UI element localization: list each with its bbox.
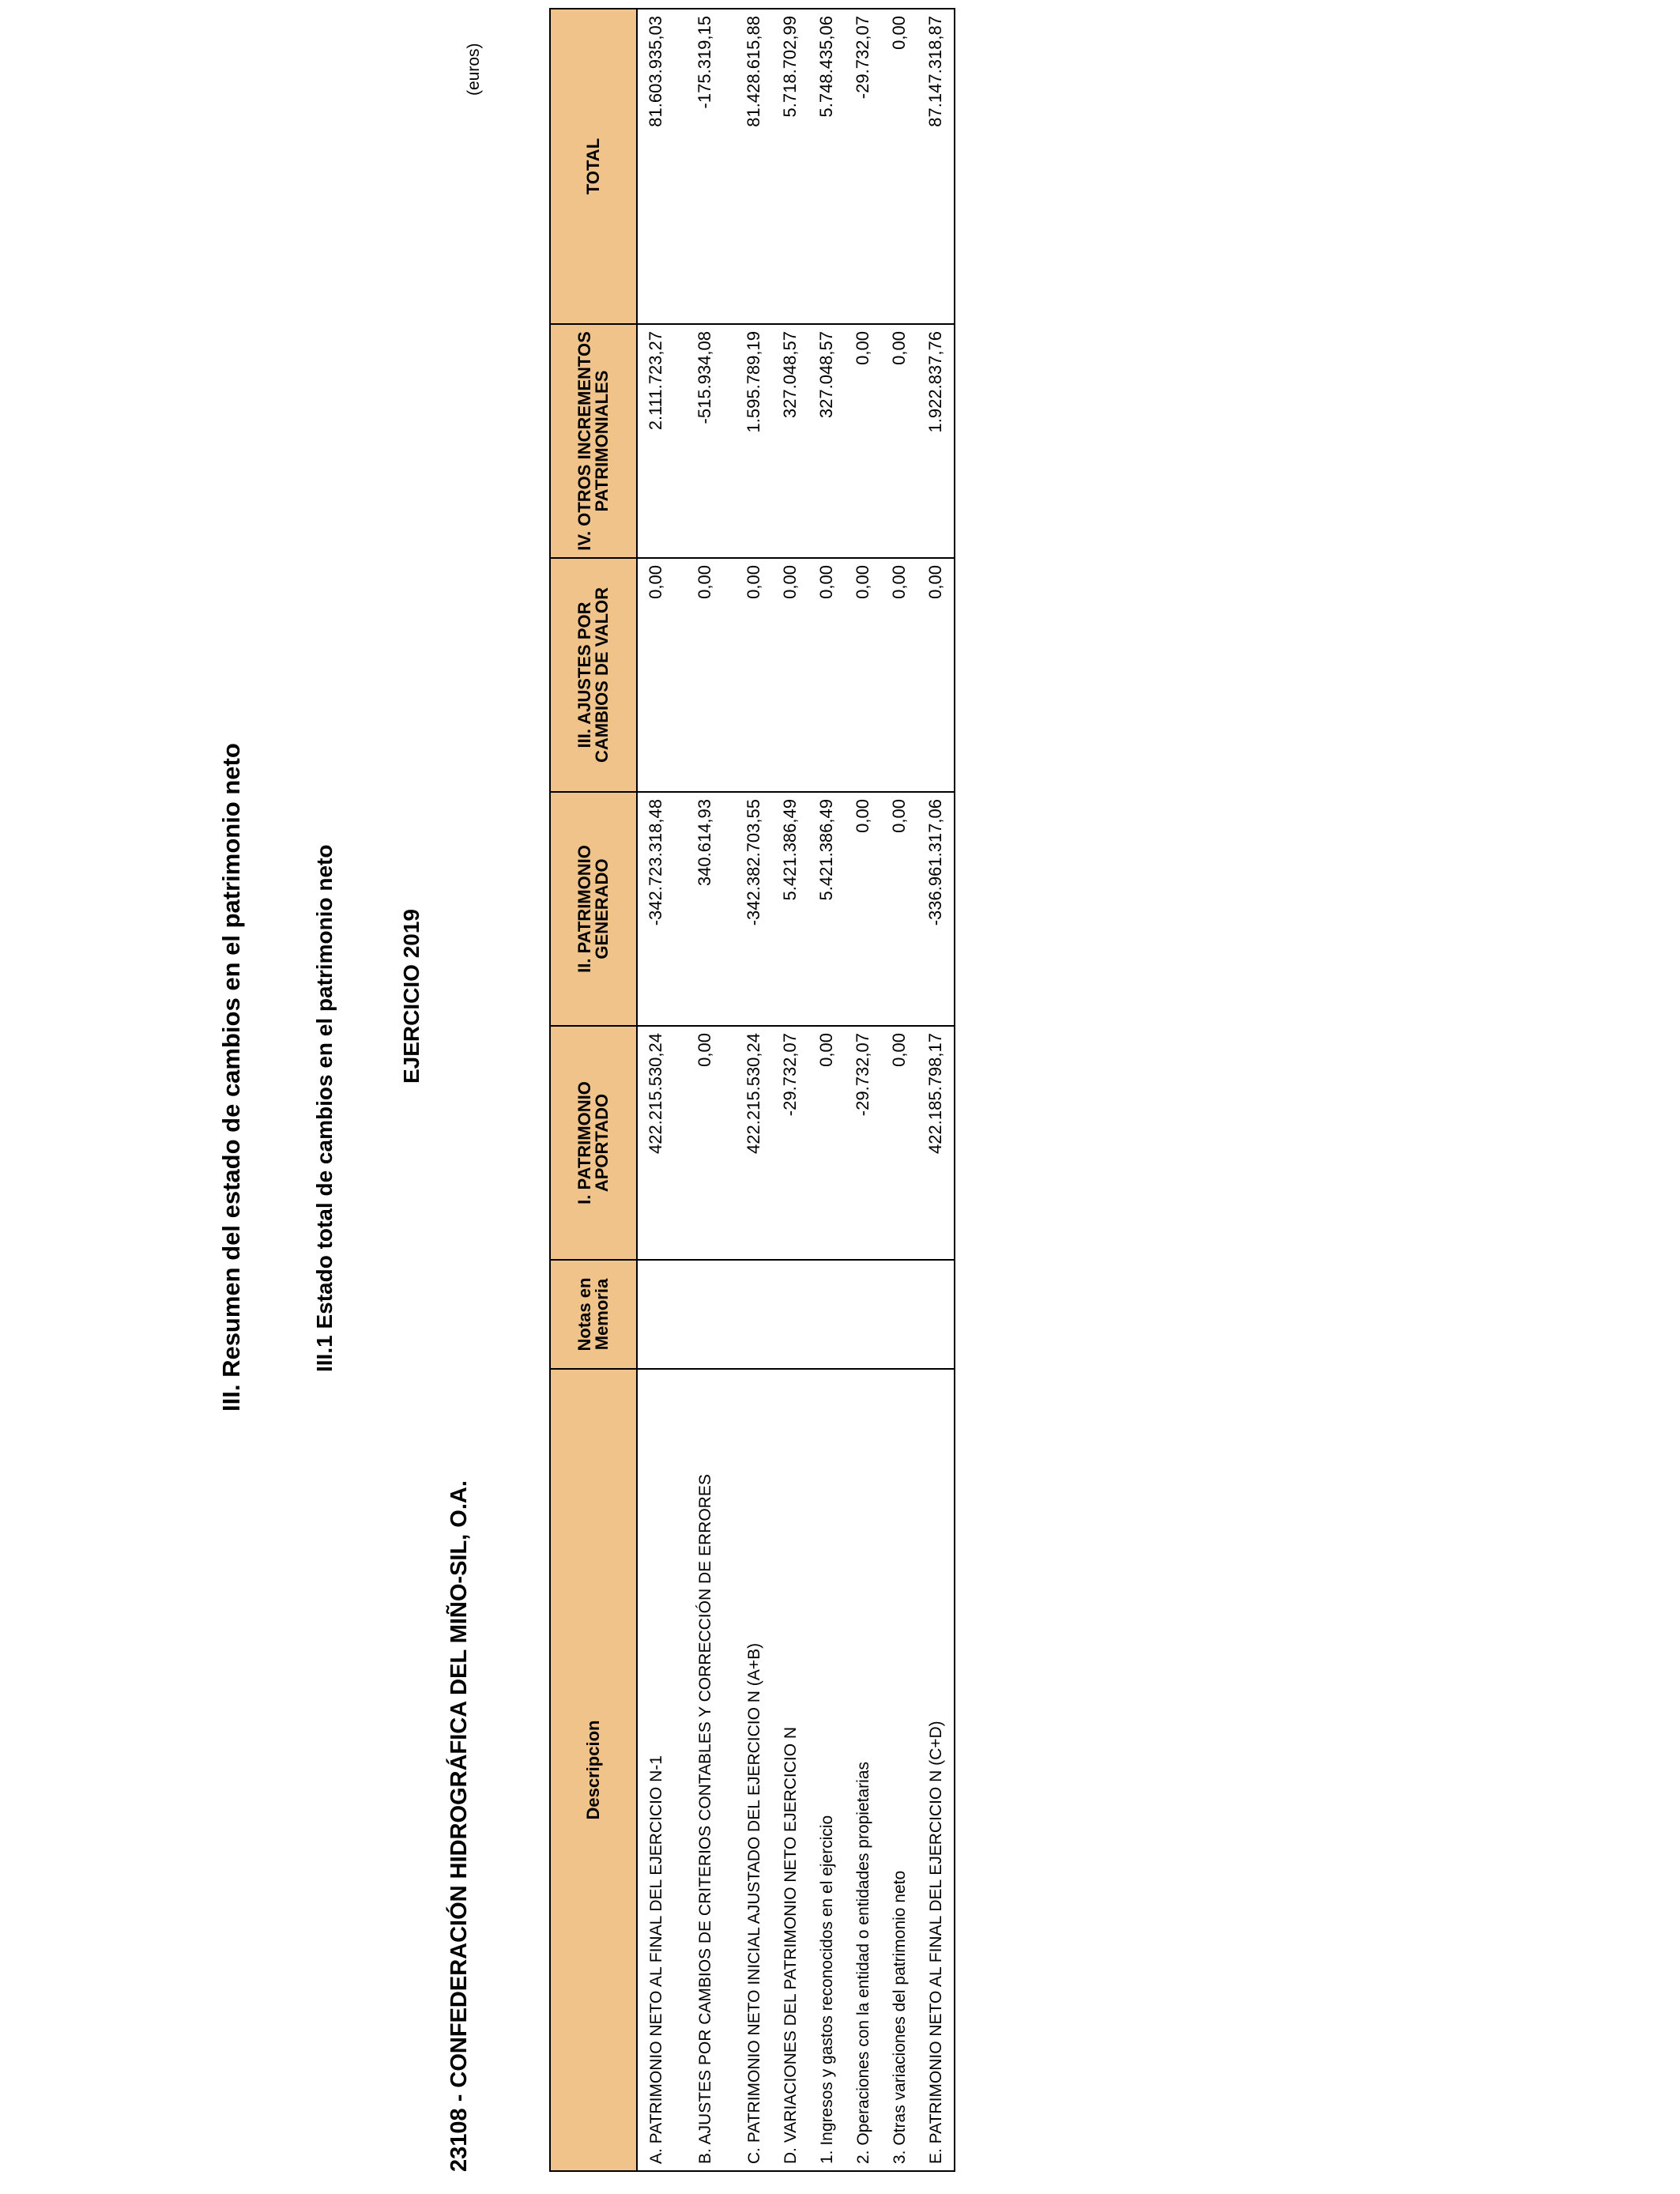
row-aportado: -29.732,07	[845, 1026, 881, 1260]
row-generado: 5.421.386,49	[808, 792, 845, 1026]
header-otros-incrementos: IV. OTROS INCREMENTOS PATRIMONIALES	[550, 324, 637, 558]
row-total: 81.603.935,03	[637, 9, 674, 324]
row-description: 1. Ingresos y gastos reconocidos en el ejercicio	[808, 1369, 845, 2171]
row-total: 5.748.435,06	[808, 9, 845, 324]
table-header-row	[550, 9, 637, 2171]
header-ajustes-cambios-valor: III. AJUSTES POR CAMBIOS DE VALOR	[550, 558, 637, 792]
table-row	[845, 9, 881, 2171]
row-otros: 2.111.723,27	[637, 324, 674, 558]
header-descripcion: Descripcion	[550, 1369, 637, 2171]
row-otros: -515.934,08	[674, 324, 736, 558]
row-notes	[881, 1260, 917, 1369]
row-description: B. AJUSTES POR CAMBIOS DE CRITERIOS CONTABLES Y CORRECCIÓN DE ERRORES	[674, 1369, 736, 2171]
row-ajustes: 0,00	[637, 558, 674, 792]
row-total: 0,00	[881, 9, 917, 324]
row-total: -175.319,15	[674, 9, 736, 324]
row-ajustes: 0,00	[808, 558, 845, 792]
currency-unit-label: (euros)	[465, 43, 483, 96]
table-row	[881, 9, 917, 2171]
row-aportado: 422.215.530,24	[637, 1026, 674, 1260]
row-total: -29.732,07	[845, 9, 881, 324]
header-total: TOTAL	[550, 9, 637, 324]
fiscal-year-heading: EJERCICIO 2019	[399, 909, 424, 1084]
organization-name: 23108 - CONFEDERACIÓN HIDROGRÁFICA DEL MIÑO-SIL, O.A.	[446, 1480, 472, 2172]
row-generado: -342.382.703,55	[736, 792, 772, 1026]
table-row	[736, 9, 772, 2171]
row-ajustes: 0,00	[881, 558, 917, 792]
row-generado: -342.723.318,48	[637, 792, 674, 1026]
row-otros: 0,00	[881, 324, 917, 558]
row-ajustes: 0,00	[917, 558, 955, 792]
row-otros: 327.048,57	[808, 324, 845, 558]
row-otros: 1.595.789,19	[736, 324, 772, 558]
row-total: 87.147.318,87	[917, 9, 955, 324]
row-description: A. PATRIMONIO NETO AL FINAL DEL EJERCICIO N-1	[637, 1369, 674, 2171]
row-aportado: 422.215.530,24	[736, 1026, 772, 1260]
row-aportado: 0,00	[808, 1026, 845, 1260]
header-patrimonio-generado: II. PATRIMONIO GENERADO	[550, 792, 637, 1026]
row-description: 3. Otras variaciones del patrimonio neto	[881, 1369, 917, 2171]
row-generado: 0,00	[845, 792, 881, 1026]
row-notes	[808, 1260, 845, 1369]
row-notes	[736, 1260, 772, 1369]
table-row	[808, 9, 845, 2171]
row-ajustes: 0,00	[845, 558, 881, 792]
row-notes	[917, 1260, 955, 1369]
table-row	[637, 9, 674, 2171]
row-aportado: 0,00	[674, 1026, 736, 1260]
row-aportado: -29.732,07	[772, 1026, 808, 1260]
row-notes	[637, 1260, 674, 1369]
header-notas: Notas en Memoria	[550, 1260, 637, 1369]
row-generado: -336.961.317,06	[917, 792, 955, 1026]
row-description: C. PATRIMONIO NETO INICIAL AJUSTADO DEL EJERCICIO N (A+B)	[736, 1369, 772, 2171]
row-otros: 0,00	[845, 324, 881, 558]
row-description: D. VARIACIONES DEL PATRIMONIO NETO EJERCICIO N	[772, 1369, 808, 2171]
row-aportado: 422.185.798,17	[917, 1026, 955, 1260]
row-total: 5.718.702,99	[772, 9, 808, 324]
table-row	[772, 9, 808, 2171]
row-otros: 327.048,57	[772, 324, 808, 558]
row-generado: 0,00	[881, 792, 917, 1026]
table-row	[674, 9, 736, 2171]
row-otros: 1.922.837,76	[917, 324, 955, 558]
header-patrimonio-aportado: I. PATRIMONIO APORTADO	[550, 1026, 637, 1260]
row-notes	[845, 1260, 881, 1369]
row-generado: 340.614,93	[674, 792, 736, 1026]
row-description: 2. Operaciones con la entidad o entidades propietarias	[845, 1369, 881, 2171]
row-notes	[674, 1260, 736, 1369]
row-notes	[772, 1260, 808, 1369]
row-description: E. PATRIMONIO NETO AL FINAL DEL EJERCICIO N (C+D)	[917, 1369, 955, 2171]
row-ajustes: 0,00	[736, 558, 772, 792]
row-generado: 5.421.386,49	[772, 792, 808, 1026]
table-row	[917, 9, 955, 2171]
row-aportado: 0,00	[881, 1026, 917, 1260]
row-ajustes: 0,00	[772, 558, 808, 792]
page-title: III. Resumen del estado de cambios en el patrimonio neto	[217, 743, 245, 1412]
row-total: 81.428.615,88	[736, 9, 772, 324]
equity-changes-table	[549, 8, 955, 2172]
page-subtitle: III.1 Estado total de cambios en el patrimonio neto	[312, 844, 337, 1372]
row-ajustes: 0,00	[674, 558, 736, 792]
